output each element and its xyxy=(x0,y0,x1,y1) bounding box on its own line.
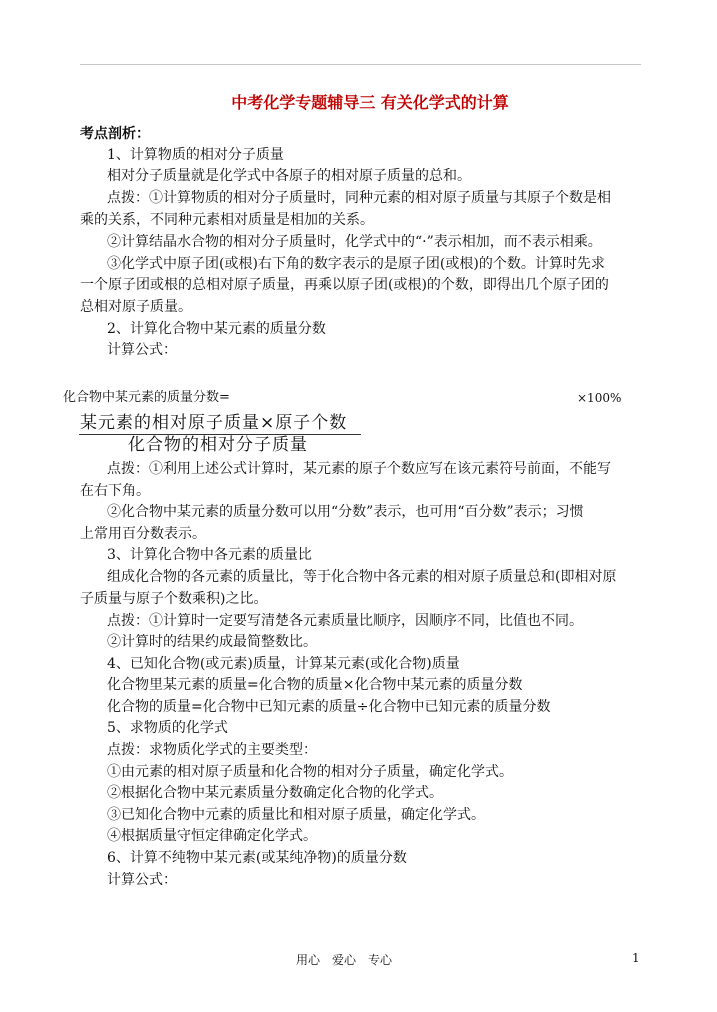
formula-numerator: 某元素的相对原子质量×原子个数 xyxy=(80,413,348,433)
text-line: 上常用百分数表示。 xyxy=(80,526,206,542)
text-line: ④根据质量守恒定律确定化学式。 xyxy=(107,828,317,844)
text-line: ③已知化合物中元素的质量比和相对原子质量，确定化学式。 xyxy=(107,807,485,823)
footer-slogan: 用心 爱心 专心 xyxy=(296,953,393,967)
text-line: ②化合物中某元素的质量分数可以用“分数”表示，也可用“百分数”表示；习惯 xyxy=(107,504,584,520)
formula-denominator: 化合物的相对分子质量 xyxy=(128,435,308,455)
text-line: 点拨：①利用上述公式计算时，某元素的原子个数应写在该元素符号前面，不能写 xyxy=(107,461,611,477)
section-heading: 考点剖析： xyxy=(80,126,150,142)
text-line: 4、已知化合物(或元素)质量，计算某元素(或化合物)质量 xyxy=(107,656,460,672)
text-line: 点拨：①计算时一定要写清楚各元素质量比顺序，因顺序不同，比值也不同。 xyxy=(107,613,583,629)
text-line: 6、计算不纯物中某元素(或某纯净物)的质量分数 xyxy=(107,850,407,866)
header-rule xyxy=(80,64,641,65)
text-line: ①由元素的相对原子质量和化合物的相对分子质量，确定化学式。 xyxy=(107,764,513,780)
text-line: 5、求物质的化学式 xyxy=(107,720,228,736)
text-line: 1、计算物质的相对分子质量 xyxy=(107,147,284,163)
text-line: ③化学式中原子团(或根)右下角的数字表示的是原子团(或根)的个数。计算时先求 xyxy=(107,256,605,272)
text-line: 一个原子团或根的总相对原子质量，再乘以原子团(或根)的个数，即得出几个原子团的 xyxy=(80,277,609,293)
text-line: 点拨：①计算物质的相对分子质量时，同种元素的相对原子质量与其原子个数是相 xyxy=(107,190,611,206)
text-line: ②计算结晶水合物的相对分子质量时，化学式中的“·”表示相加，而不表示相乘。 xyxy=(107,234,602,250)
text-line: 乘的关系，不同种元素相对质量是相加的关系。 xyxy=(80,212,374,228)
text-line: ②计算时的结果约成最简整数比。 xyxy=(107,634,317,650)
page-number: 1 xyxy=(632,951,640,965)
text-line: 计算公式： xyxy=(107,342,177,358)
text-line: ②根据化合物中某元素质量分数确定化合物的化学式。 xyxy=(107,785,443,801)
text-line: 子质量与原子个数乘积)之比。 xyxy=(80,591,268,607)
text-line: 总相对原子质量。 xyxy=(80,299,192,315)
page-title: 中考化学专题辅导三 有关化学式的计算 xyxy=(231,93,509,112)
text-line: 组成化合物的各元素的质量比，等于化合物中各元素的相对原子质量总和(即相对原 xyxy=(107,569,617,585)
text-line: 2、计算化合物中某元素的质量分数 xyxy=(107,321,326,337)
text-line: 点拨：求物质化学式的主要类型： xyxy=(107,742,317,758)
formula-factor: ×100% xyxy=(577,391,622,405)
text-line: 计算公式： xyxy=(107,872,177,888)
text-line: 在右下角。 xyxy=(80,483,150,499)
text-line: 3、计算化合物中各元素的质量比 xyxy=(107,547,312,563)
text-line: 相对分子质量就是化学式中各原子的相对原子质量的总和。 xyxy=(107,168,471,184)
text-line: 化合物的质量=化合物中已知元素的质量÷化合物中已知元素的质量分数 xyxy=(107,699,551,715)
text-line: 化合物里某元素的质量=化合物的质量×化合物中某元素的质量分数 xyxy=(107,677,523,693)
formula-lhs: 化合物中某元素的质量分数= xyxy=(63,390,230,405)
